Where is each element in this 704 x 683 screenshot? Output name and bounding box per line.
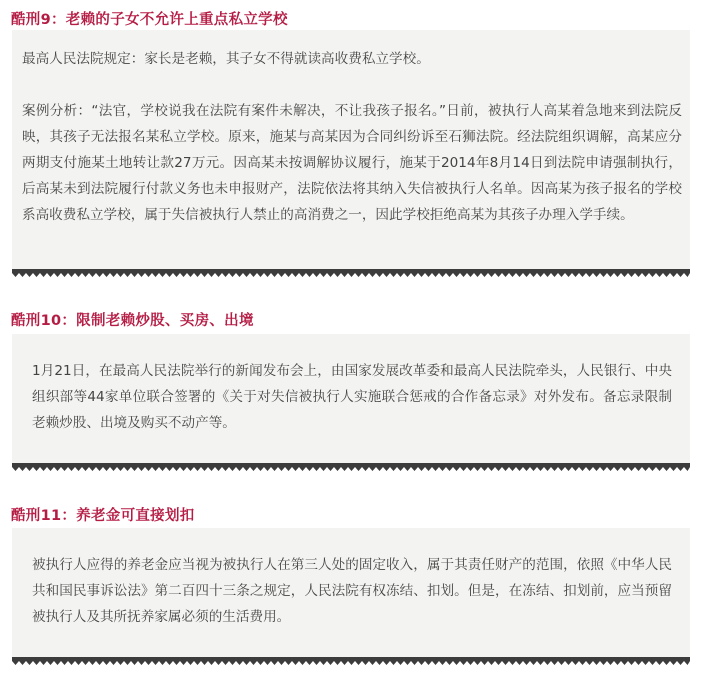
zigzag-border (12, 269, 690, 277)
zigzag-border (12, 657, 690, 665)
paragraph: 最高人民法院规定：家长是老赖，其子女不得就读高收费私立学校。 (22, 51, 430, 67)
section-title: 酷刑9：老赖的子女不允许上重点私立学校 (11, 12, 288, 28)
section-content-box (12, 528, 690, 658)
zigzag-border (12, 463, 690, 471)
section-content-box (12, 30, 690, 270)
section-content-box (12, 334, 690, 464)
paragraph: 被执行人应得的养老金应当视为被执行人在第三人处的固定收入，属于其责任财产的范围，依照《中华人民共和国民事诉讼法》第二百四十三条之规定，人民法院有权冻结、扣划。但是，在冻结、扣划前，应当预留被执行人及其所抚养家属必须的生活费用。 (32, 557, 672, 625)
section-title: 酷刑10：限制老赖炒股、买房、出境 (11, 313, 254, 329)
paragraph: 1月21日，在最高人民法院举行的新闻发布会上，由国家发展改革委和最高人民法院牵头，人民银行、中央组织部等44家单位联合签署的《关于对失信被执行人实施联合惩戒的合作备忘录》对外发布。备忘录限制老赖炒股、出境及购买不动产等。 (32, 363, 672, 431)
paragraph: 案例分析：“法官，学校说我在法院有案件未解决，不让我孩子报名。”日前，被执行人高某着急地来到法院反映，其孩子无法报名某私立学校。原来，施某与高某因为合同纠纷诉至石狮法院。经法院组织调解，高某应分两期支付施某土地转让款27万元。因高某未按调解协议履行，施某于2014年8月14日到法院申请强制执行，后高某未到法院履行付款义务也未申报财产，法院依法将其纳入失信被执行人名单。因高某为孩子报名的学校系高收费私立学校，属于失信被执行人禁止的高消费之一，因此学校拒绝高某为其孩子办理入学手续。 (22, 103, 682, 223)
section-title: 酷刑11：养老金可直接划扣 (11, 508, 195, 524)
